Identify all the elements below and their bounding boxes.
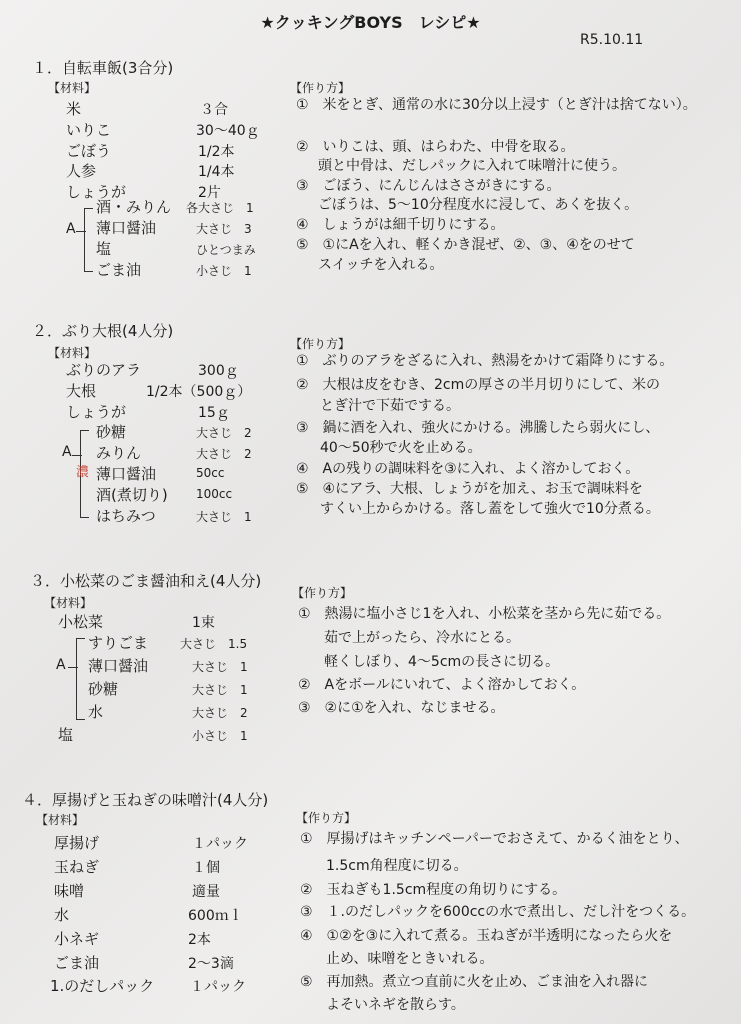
step-line: ⑤ 再加熱。煮立つ直前に火を止め、ごま油を入れ器に	[300, 974, 648, 990]
section-1-method-label: 【作り方】	[290, 81, 351, 95]
ingredient-name: ごま油	[54, 954, 100, 972]
step-line: ③ 鍋に酒を入れ、強火にかける。沸騰したら弱火にし、	[296, 420, 660, 436]
ingredient-name: 厚揚げ	[54, 834, 100, 852]
ingredient-name: ぶりのアラ	[66, 361, 142, 379]
step-line: ② Aをボールにいれて、よく溶かしておく。	[298, 677, 586, 693]
ingredient-amount: 1/2本（500ｇ）	[146, 384, 252, 400]
handwritten-annotation: 濃	[76, 465, 90, 480]
ingredient-amount: 2本	[188, 932, 211, 948]
ingredient-amount: 2片	[198, 185, 221, 201]
section-3-method-label: 【作り方】	[292, 586, 353, 600]
section-3-title: ３．小松菜のごま醤油和え(4人分)	[30, 572, 262, 590]
ingredient-amount: 300ｇ	[198, 363, 239, 379]
ingredient-amount: １個	[192, 860, 220, 876]
ingredient-amount: 1/2本	[198, 144, 235, 160]
bracket-point	[76, 231, 86, 232]
ingredient-name: ごま油	[96, 261, 142, 279]
section-3-materials-label: 【材料】	[44, 596, 93, 610]
ingredient-amount: 2～3滴	[188, 956, 234, 972]
ingredient-name: 味噌	[54, 882, 85, 900]
group-bracket	[76, 638, 85, 720]
section-2-materials-label: 【材料】	[48, 346, 97, 360]
step-line: ごぼうは、5～10分程度水に浸して、あくを抜く。	[318, 197, 639, 213]
section-4-materials-label: 【材料】	[36, 813, 85, 827]
ingredient-name: 薄口醤油	[96, 219, 157, 237]
ingredient-name: 小松菜	[58, 613, 104, 631]
ingredient-amount: 大さじ 1.5	[180, 637, 248, 651]
ingredient-name: すりごま	[88, 634, 149, 652]
date-label: R5.10.11	[580, 32, 644, 48]
ingredient-amount: 各大さじ 1	[186, 201, 254, 215]
ingredient-amount: 大さじ 2	[196, 447, 252, 461]
ingredient-amount: 大さじ 3	[196, 222, 252, 236]
ingredient-name: 酒・みりん	[96, 198, 172, 216]
ingredient-name: いりこ	[66, 121, 112, 139]
ingredient-name: 薄口醤油	[88, 657, 149, 675]
step-line: 1.5cm角程度に切る。	[326, 858, 468, 874]
ingredient-amount: 15ｇ	[198, 405, 230, 421]
ingredient-name: 酒(煮切り)	[96, 486, 168, 504]
ingredient-name: しょうが	[66, 183, 127, 201]
ingredient-name: 塩	[58, 726, 74, 744]
ingredient-name: 水	[88, 703, 104, 721]
ingredient-amount: １パック	[192, 836, 248, 852]
bracket-point	[72, 455, 82, 456]
group-bracket	[84, 208, 93, 272]
step-line: 止め、味噌をときいれる。	[326, 951, 494, 967]
ingredient-name: 塩	[96, 240, 112, 258]
ingredient-name: 砂糖	[96, 423, 127, 441]
ingredient-name: ごぼう	[66, 142, 112, 160]
group-a-label: A	[56, 657, 66, 673]
step-line: 軽くしぼり、4～5cmの長さに切る。	[324, 654, 560, 670]
step-line: ① 厚揚げはキッチンペーパーでおさえて、かるく油をとり、	[300, 831, 689, 847]
ingredient-amount: 1束	[192, 615, 215, 631]
step-line: ③ １.のだしパックを600ccの水で煮出し、だし汁をつくる。	[300, 904, 696, 920]
ingredient-name: 米	[66, 100, 82, 118]
step-line: ② いりこは、頭、はらわた、中骨を取る。	[296, 139, 575, 155]
step-line: とぎ汁で下茹でする。	[320, 398, 460, 414]
section-1-materials-label: 【材料】	[48, 81, 97, 95]
ingredient-name: 砂糖	[88, 680, 119, 698]
ingredient-amount: 小さじ 1	[192, 729, 248, 743]
section-4-method-label: 【作り方】	[296, 811, 357, 825]
ingredient-amount: 大さじ 2	[192, 706, 248, 720]
step-line: 40～50秒で火を止める。	[320, 440, 482, 456]
ingredient-name: 薄口醤油	[96, 465, 157, 483]
ingredient-amount: 大さじ 1	[192, 683, 248, 697]
ingredient-name: 人参	[66, 162, 97, 180]
ingredient-name: みりん	[96, 444, 142, 462]
ingredient-amount: 50cc	[196, 466, 225, 480]
step-line: スイッチを入れる。	[318, 257, 444, 273]
ingredient-amount: ３合	[200, 102, 228, 118]
page-title: ★クッキングBOYS レシピ★	[260, 13, 481, 32]
ingredient-amount: 100cc	[196, 487, 233, 501]
ingredient-name: はちみつ	[96, 507, 156, 525]
ingredient-name: 水	[54, 906, 70, 924]
step-line: ⑤ ①にAを入れ、軽くかき混ぜ、②、③、④をのせて	[296, 237, 635, 253]
section-2-method-label: 【作り方】	[290, 337, 351, 351]
ingredient-amount: 適量	[192, 884, 220, 900]
section-2-title: ２．ぶり大根(4人分)	[32, 322, 174, 340]
step-line: ④ Aの残りの調味料を③に入れ、よく溶かしておく。	[296, 461, 640, 477]
ingredient-amount: 600ｍｌ	[188, 908, 243, 924]
ingredient-name: 大根	[66, 382, 97, 400]
step-line: すくい上からかける。落し蓋をして強火で10分煮る。	[320, 501, 660, 517]
step-line: ② 大根は皮をむき、2cmの厚さの半月切りにして、米の	[296, 377, 660, 393]
ingredient-amount: 大さじ 1	[192, 660, 248, 674]
section-1-title: １．自転車飯(3合分)	[32, 59, 174, 77]
ingredient-amount: 小さじ 1	[196, 264, 252, 278]
group-a-label: A	[62, 444, 72, 460]
group-a-label: A	[66, 221, 76, 237]
step-line: 茹で上がったら、冷水にとる。	[324, 630, 520, 646]
ingredient-amount: 1/4本	[198, 164, 235, 180]
ingredient-name: 小ネギ	[54, 930, 100, 948]
step-line: ③ ②に①を入れ、なじませる。	[298, 700, 505, 716]
ingredient-amount: ひとつまみ	[196, 243, 256, 257]
step-line: ① 熱湯に塩小さじ1を入れ、小松菜を茎から先に茹でる。	[298, 606, 671, 622]
step-line: 頭と中骨は、だしパックに入れて味噌汁に使う。	[318, 158, 626, 174]
ingredient-amount: 大さじ 1	[196, 510, 252, 524]
step-line: ③ ごぼう、にんじんはささがきにする。	[296, 178, 561, 194]
ingredient-amount: 30～40ｇ	[196, 123, 260, 139]
bracket-point	[68, 667, 78, 668]
step-line: ① 米をとぎ、通常の水に30分以上浸す（とぎ汁は捨てない）。	[296, 97, 697, 113]
ingredient-name: しょうが	[66, 403, 127, 421]
step-line: ⑤ ④にアラ、大根、しょうがを加え、お玉で調味料を	[296, 481, 643, 497]
ingredient-name: 玉ねぎ	[54, 858, 100, 876]
step-line: ④ ①②を③に入れて煮る。玉ねぎが半透明になったら火を	[300, 928, 673, 944]
step-line: ② 玉ねぎも1.5cm程度の角切りにする。	[300, 882, 567, 898]
step-line: ④ しょうがは細千切りにする。	[296, 217, 505, 233]
ingredient-amount: １パック	[190, 979, 246, 995]
step-line: ① ぶりのアラをざるに入れ、熱湯をかけて霜降りにする。	[296, 353, 674, 369]
section-4-title: ４．厚揚げと玉ねぎの味噌汁(4人分)	[22, 791, 269, 809]
ingredient-amount: 大さじ 2	[196, 426, 252, 440]
ingredient-name: 1.のだしパック	[50, 977, 155, 995]
step-line: よそいネギを散らす。	[326, 997, 465, 1013]
